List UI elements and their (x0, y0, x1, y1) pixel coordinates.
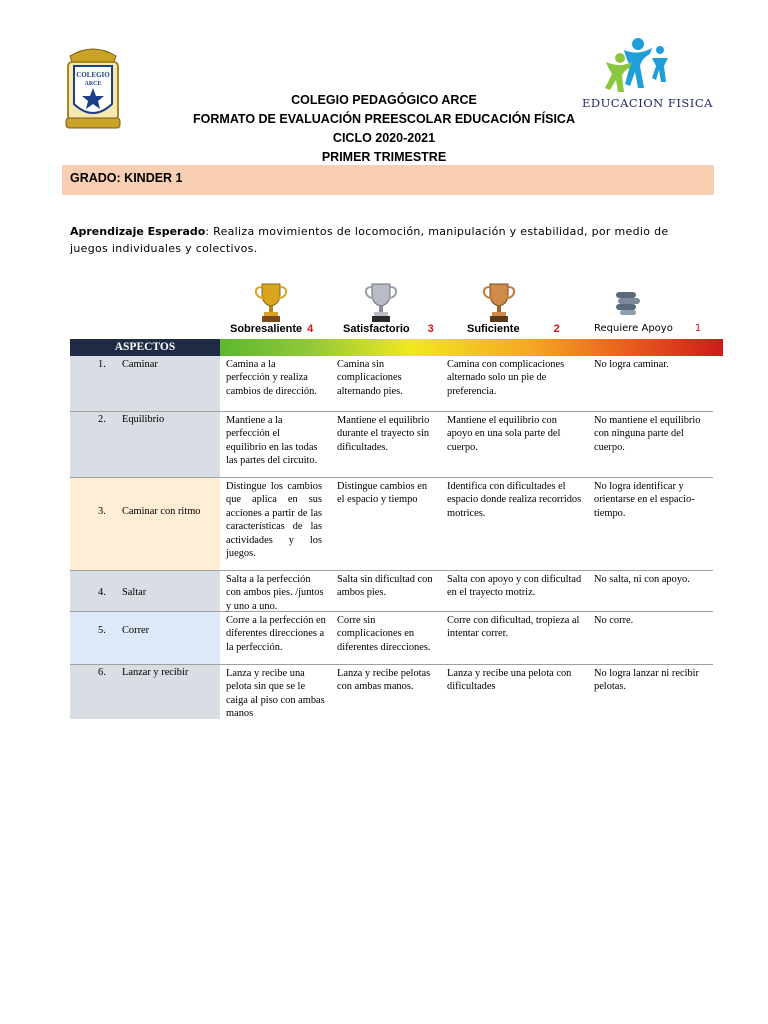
grade-bar (62, 165, 714, 195)
table-row (70, 612, 713, 665)
level-3-cell: Camina sin complicaciones alternando pies. (337, 359, 403, 397)
level-color-gradient (220, 339, 723, 356)
aspect-number: 3. (98, 506, 106, 517)
level-label: Requiere Apoyo (594, 323, 673, 334)
aspect-cell (70, 478, 220, 570)
level-label: Satisfactorio (343, 323, 410, 335)
format-title: FORMATO DE EVALUACIÓN PREESCOLAR EDUCACIÓN FÍSICA (193, 112, 575, 126)
school-name: COLEGIO PEDAGÓGICO ARCE (291, 93, 477, 107)
level-4-cell: Salta a la perfección con ambos pies. /juntos y uno a uno. (226, 574, 324, 612)
aspect-number: 4. (98, 587, 106, 598)
crest-text-2: ARCE (84, 81, 102, 87)
aspect-cell (70, 412, 220, 477)
level-4-cell: Mantiene a la perfección el equilibrio en las todas las partes del circuito. (226, 415, 318, 467)
term-title: PRIMER TRIMESTRE (321, 150, 447, 164)
school-crest-logo (62, 44, 124, 136)
level-score: 1 (694, 323, 702, 334)
aspect-cell (70, 571, 220, 611)
aspect-number: 1. (98, 359, 106, 370)
level-3-cell: Salta sin dificultad con ambos pies. (337, 574, 433, 599)
level-2-cell: Corre con dificultad, tropieza al intentar correr. (447, 615, 580, 640)
crest-text-1: COLEGIO (76, 71, 110, 79)
aspect-name: Saltar (122, 587, 147, 598)
level-2-cell: Camina con complicaciones alternado solo un pie de preferencia. (447, 359, 565, 397)
table-row (70, 356, 713, 412)
level-4-cell: Distingue los cambios que aplica en sus acciones a partir de las características de las actividades y los juegos. (226, 481, 322, 560)
aspect-name: Equilibrio (122, 414, 165, 425)
table-row (70, 571, 713, 612)
expected-learning-text: : Realiza movimientos de locomoción, manipulación y estabilidad, por medio de juegos individuales y colectivos. (70, 225, 669, 255)
level-label: Suficiente (467, 323, 520, 335)
level-sobresaliente (230, 323, 313, 335)
level-2-cell: Identifica con dificultades el espacio donde realiza recorridos motrices. (447, 481, 582, 519)
level-4-cell: Camina a la perfección y realiza cambios de dirección. (226, 359, 317, 397)
aspect-number: 2. (98, 414, 106, 425)
level-3-cell: Distingue cambios en el espacio y tiempo (337, 481, 428, 506)
level-requiere-apoyo (594, 323, 701, 334)
level-3-cell: Mantiene el equilibrio durante el trayecto sin dificultades. (337, 415, 430, 453)
level-score: 4 (307, 323, 314, 335)
aspect-number: 6. (98, 667, 106, 678)
level-1-cell: No logra identificar y orientarse en el espacio-tiempo. (594, 481, 695, 519)
level-3-cell: Corre sin complicaciones en diferentes direcciones. (337, 615, 431, 653)
aspect-name: Caminar (122, 359, 158, 370)
aspect-cell (70, 356, 220, 411)
level-1-cell: No corre. (594, 615, 634, 626)
grade-label: GRADO: KINDER 1 (70, 171, 183, 185)
cycle-title: CICLO 2020-2021 (332, 131, 436, 145)
aspect-name: Lanzar y recibir (122, 667, 189, 678)
logo-caption: EDUCACION FISICA (582, 96, 713, 110)
aspect-name: Correr (122, 625, 150, 636)
table-row (70, 412, 713, 478)
level-satisfactorio (343, 323, 434, 335)
level-1-cell: No logra caminar. (594, 359, 669, 370)
table-row (70, 665, 713, 719)
level-4-cell: Lanza y recibe una pelota sin que se le caiga al piso con ambas manos (226, 668, 325, 720)
gold-trophy-icon (254, 280, 288, 324)
level-suficiente (467, 323, 560, 335)
aspect-cell (70, 665, 220, 719)
level-2-cell: Mantiene el equilibrio con apoyo en una sola parte del cuerpo. (447, 415, 561, 453)
bronze-trophy-icon (482, 280, 516, 324)
table-row (70, 478, 713, 571)
aspect-number: 5. (98, 625, 106, 636)
aspect-name: Caminar con ritmo (122, 506, 201, 517)
aspect-cell (70, 612, 220, 664)
expected-learning-label: Aprendizaje Esperado (70, 225, 206, 238)
level-score: 3 (427, 323, 434, 335)
level-1-cell: No mantiene el equilibrio con ninguna parte del cuerpo. (594, 415, 701, 453)
level-score: 2 (553, 323, 560, 335)
level-2-cell: Lanza y recibe una pelota con dificultades (447, 668, 572, 693)
level-1-cell: No logra lanzar ni recibir pelotas. (594, 668, 700, 693)
level-2-cell: Salta con apoyo y con dificultad en el trayecto motriz. (447, 574, 582, 599)
level-3-cell: Lanza y recibe pelotas con ambas manos. (337, 668, 431, 693)
level-label: Sobresaliente (230, 323, 303, 335)
expected-learning (70, 223, 710, 257)
aspects-header: ASPECTOS (70, 339, 220, 356)
level-4-cell: Corre a la perfección en diferentes direcciones a la perfección. (226, 615, 326, 653)
level-1-cell: No salta, ni con apoyo. (594, 574, 690, 585)
silver-trophy-icon (364, 280, 398, 324)
